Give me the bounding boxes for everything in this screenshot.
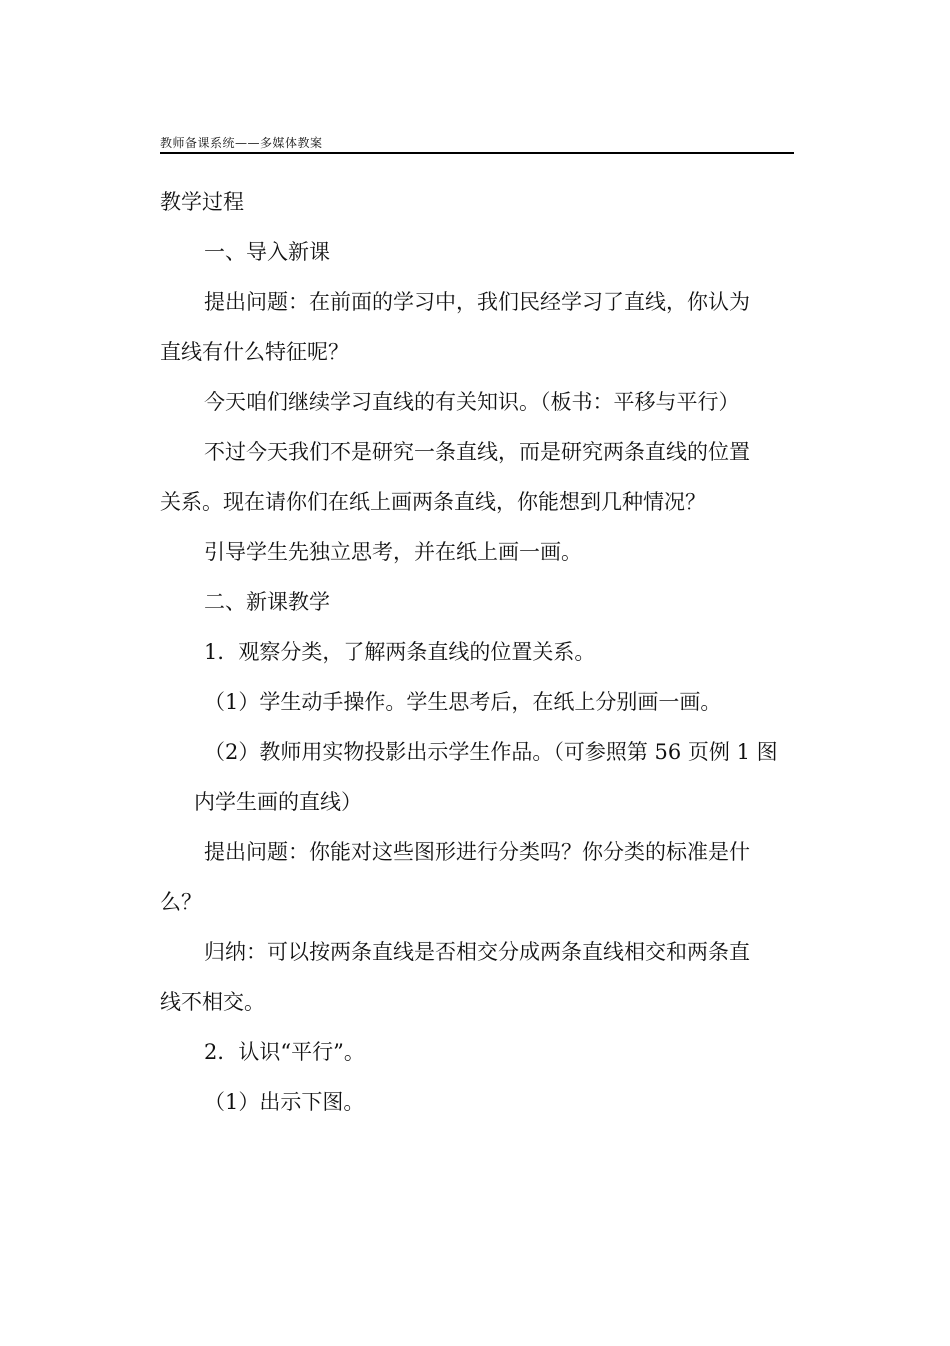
list-item: （1）学生动手操作。学生思考后，在纸上分别画一画。: [204, 690, 722, 714]
paragraph-line: 归纳：可以按两条直线是否相交分成两条直线相交和两条直: [204, 940, 750, 964]
list-item: （1）出示下图。: [204, 1090, 365, 1114]
paragraph-line: 引导学生先独立思考，并在纸上画一画。: [204, 540, 582, 564]
paragraph-line: 不过今天我们不是研究一条直线，而是研究两条直线的位置: [204, 440, 750, 464]
paragraph-line: 今天咱们继续学习直线的有关知识。（板书：平移与平行）: [204, 390, 740, 414]
paragraph-line: 线不相交。: [160, 990, 265, 1014]
heading-new-lesson: 二、新课教学: [204, 590, 330, 614]
paragraph-line: 直线有什么特征呢？: [160, 340, 349, 364]
paragraph-line: 内学生画的直线）: [194, 790, 362, 814]
section-title: 教学过程: [160, 190, 244, 214]
list-item: 1．观察分类，了解两条直线的位置关系。: [204, 640, 596, 664]
header-title: 教师备课系统——多媒体教案: [160, 136, 323, 150]
list-item: （2）教师用实物投影出示学生作品。（可参照第 56 页例 1 图: [204, 740, 778, 764]
paragraph-line: 关系。现在请你们在纸上画两条直线，你能想到几种情况？: [160, 490, 706, 514]
page-header: [160, 135, 794, 154]
paragraph-line: 么？: [160, 890, 202, 914]
paragraph-line: 提出问题：你能对这些图形进行分类吗？你分类的标准是什: [204, 840, 750, 864]
paragraph-line: 提出问题：在前面的学习中，我们民经学习了直线，你认为: [204, 290, 750, 314]
heading-intro: 一、导入新课: [204, 240, 330, 264]
list-item: 2．认识“平行”。: [204, 1040, 365, 1064]
